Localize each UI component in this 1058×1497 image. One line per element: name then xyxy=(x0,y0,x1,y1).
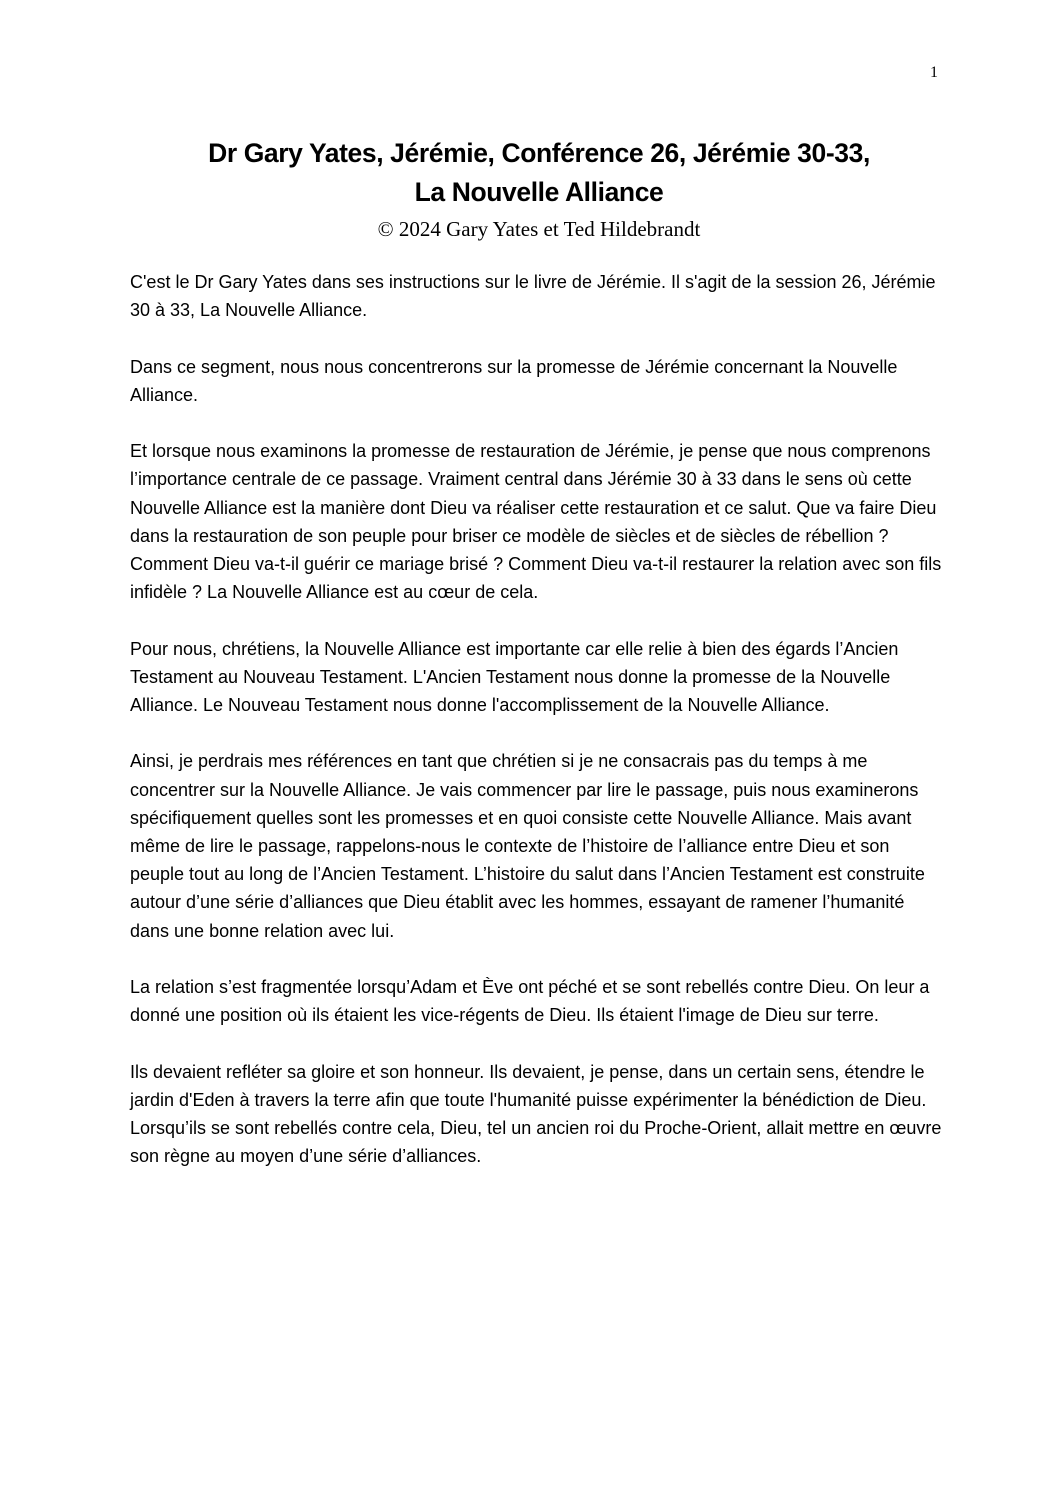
paragraph: La relation s’est fragmentée lorsqu’Adam et Ève ont péché et se sont rebellés contre Dieu. On leur a donné une position où ils étaient les vice-régents de Dieu. Ils étaient l'image de Dieu sur terre. xyxy=(130,977,930,1026)
paragraph: Dans ce segment, nous nous concentrerons sur la promesse de Jérémie concernant la Nouvelle Alliance. xyxy=(130,356,898,405)
paragraph: C'est le Dr Gary Yates dans ses instructions sur le livre de Jérémie. Il s'agit de la session 26, Jérémie 30 à 33, La Nouvelle Alliance. xyxy=(130,272,936,321)
document-title xyxy=(100,134,978,212)
paragraph: Ils devaient refléter sa gloire et son honneur. Ils devaient, je pense, dans un certain sens, étendre le jardin d'Eden à travers la terre afin que toute l'humanité puisse expérimenter la bénédiction de Dieu. Lorsqu’ils se sont rebellés contre cela, Dieu, tel un ancien roi du Proche-Orient, allait mettre en œuvre son règne au moyen d’une série d’alliances. xyxy=(130,1061,942,1167)
title-line-2: La Nouvelle Alliance xyxy=(414,177,664,207)
copyright-line: © 2024 Gary Yates et Ted Hildebrandt xyxy=(377,217,701,241)
document-body xyxy=(130,268,945,1199)
title-line-1: Dr Gary Yates, Jérémie, Conférence 26, Jérémie 30-33, xyxy=(208,138,870,168)
paragraph: Pour nous, chrétiens, la Nouvelle Alliance est importante car elle relie à bien des égards l’Ancien Testament au Nouveau Testament. L'Ancien Testament nous donne la promesse de la Nouvelle Alliance. Le Nouveau Testament nous donne l'accomplissement de la Nouvelle Alliance. xyxy=(130,638,899,715)
page-number: 1 xyxy=(930,64,938,81)
paragraph: Ainsi, je perdrais mes références en tant que chrétien si je ne consacrais pas du temps à me concentrer sur la Nouvelle Alliance. Je vais commencer par lire le passage, puis nous examinerons spécifiquement quelles sont les promesses et en quoi consiste cette Nouvelle Alliance. Mais avant même de lire le passage, rappelons-nous le contexte de l’histoire de l’alliance entre Dieu et son peuple tout au long de l’Ancien Testament. L’histoire du salut dans l’Ancien Testament est construite autour d’une série d’alliances que Dieu établit avec les hommes, essayant de ramener l’humanité dans une bonne relation avec lui. xyxy=(130,751,925,941)
paragraph: Et lorsque nous examinons la promesse de restauration de Jérémie, je pense que nous comprenons l’importance centrale de ce passage. Vraiment central dans Jérémie 30 à 33 dans le sens où cette Nouvelle Alliance est la manière dont Dieu va réaliser cette restauration et ce salut. Que va faire Dieu dans la restauration de son peuple pour briser ce modèle de siècles et de siècles de rébellion ? Comment Dieu va-t-il guérir ce mariage brisé ? Comment Dieu va-t-il restaurer la relation avec son fils infidèle ? La Nouvelle Alliance est au cœur de cela. xyxy=(130,441,942,603)
